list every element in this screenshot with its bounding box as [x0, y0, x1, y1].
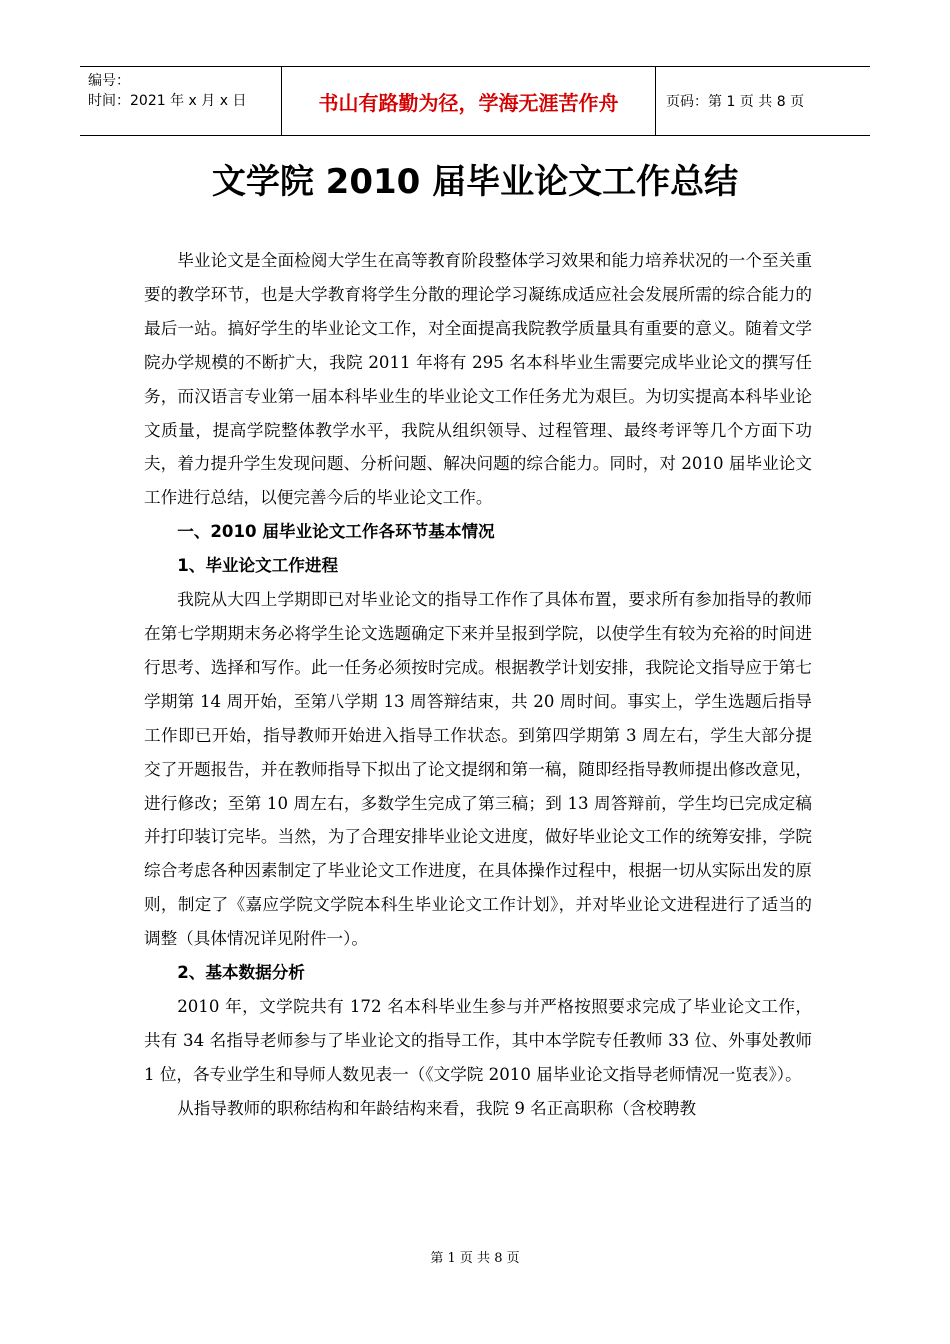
document-body: [144, 244, 812, 1126]
page-header: [80, 66, 870, 136]
header-meta-cell: [80, 67, 282, 135]
intro-paragraph: 毕业论文是全面检阅大学生在高等教育阶段整体学习效果和能力培养状况的一个至关重要的教学环节，也是大学教育将学生分散的理论学习凝练成适应社会发展所需的综合能力的最后一站。搞好学生的毕业论文工作，对全面提高我院教学质量具有重要的意义。随着文学院办学规模的不断扩大，我院 2011 年将有 295 名本科毕业生需要完成毕业论文的撰写任务，而汉语言专业第一届本科毕业生的毕业论文工作任务尤为艰巨。为切实提高本科毕业论文质量，提高学院整体教学水平，我院从组织领导、过程管理、最终考评等几个方面下功夫，着力提升学生发现问题、分析问题、解决问题的综合能力。同时，对 2010 届毕业论文工作进行总结，以便完善今后的毕业论文工作。: [144, 251, 812, 508]
doc-number-label: 编号：: [88, 73, 130, 89]
header-motto: 书山有路勤为径，学海无涯苦作舟: [282, 67, 656, 135]
body-paragraph: 我院从大四上学期即已对毕业论文的指导工作作了具体布置，要求所有参加指导的教师在第七学期期末务必将学生论文选题确定下来并呈报到学院，以使学生有较为充裕的时间进行思考、选择和写作。此一任务必须按时完成。根据教学计划安排，我院论文指导应于第七学期第 14 周开始，至第八学期 13 周答辩结束，共 20 周时间。事实上，学生选题后指导工作即已开始，指导教师开始进入指导工作状态。到第四学期第 3 周左右，学生大部分提交了开题报告，并在教师指导下拟出了论文提纲和第一稿，随即经指导教师提出修改意见，进行修改；至第 10 周左右，多数学生完成了第三稿；到 13 周答辩前，学生均已完成定稿并打印装订完毕。当然，为了合理安排毕业论文进度，做好毕业论文工作的统筹安排，学院综合考虑各种因素制定了毕业论文工作进度，在具体操作过程中，根据一切从实际出发的原则，制定了《嘉应学院文学院本科生毕业论文工作计划》，并对毕业论文进程进行了适当的调整（具体情况详见附件一）。: [144, 590, 812, 949]
body-paragraph: 2010 年，文学院共有 172 名本科毕业生参与并严格按照要求完成了毕业论文工作，共有 34 名指导老师参与了毕业论文的指导工作，其中本学院专任教师 33 位、外事处教师 1 位，各专业学生和导师人数见表一（《文学院 2010 届毕业论文指导老师情况一览表》）。: [144, 996, 812, 1084]
document-title: 文学院 2010 届毕业论文工作总结: [211, 162, 739, 202]
section-heading: 一、2010 届毕业论文工作各环节基本情况: [177, 522, 495, 542]
header-page-info: 页码：第 1 页 共 8 页: [666, 94, 805, 110]
body-paragraph: 从指导教师的职称结构和年龄结构来看，我院 9 名正高职称（含校聘教: [177, 1098, 697, 1118]
subsection-heading: 1、毕业论文工作进程: [177, 556, 339, 576]
page-footer: 第 1 页 共 8 页: [430, 1251, 520, 1266]
date-label: 时间：2021 年 x 月 x 日: [88, 93, 247, 109]
subsection-heading: 2、基本数据分析: [177, 963, 305, 983]
